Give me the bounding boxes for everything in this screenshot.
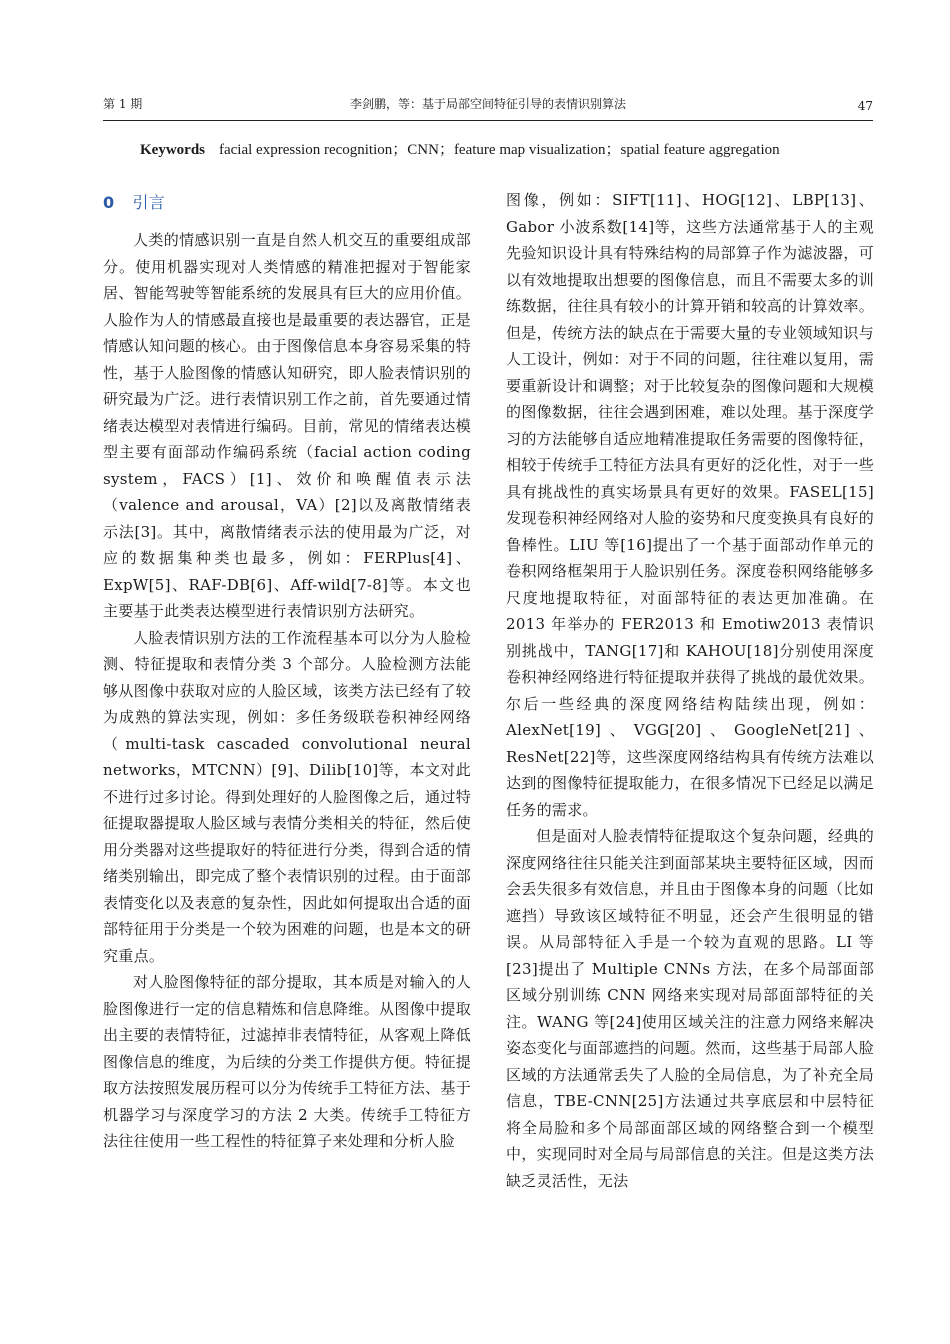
running-header: [103, 92, 873, 121]
paragraph: 对人脸图像特征的部分提取，其本质是对输入的人脸图像进行一定的信息精炼和信息降维。从图像中提取出主要的表情特征，过滤掉非表情特征，从客观上降低图像信息的维度，为后续的分类工作提供方便。特征提取方法按照发展历程可以分为传统手工特征方法、基于机器学习与深度学习的方法 2 大类。传统手工特征方法往往使用一些工程性的特征算子来处理和分析人脸: [103, 973, 471, 1150]
issue-number: 第 1 期: [103, 97, 143, 111]
section-heading: [103, 187, 471, 219]
right-column: [506, 187, 874, 1194]
left-column: [103, 187, 471, 1155]
paragraph: 人类的情感识别一直是自然人机交互的重要组成部分。使用机器实现对人类情感的精准把握对于智能家居、智能驾驶等智能系统的发展具有巨大的应用价值。人脸作为人的情感最直接也是最重要的表达器官，正是情感认知问题的核心。由于图像信息本身容易采集的特性，基于人脸图像的情感认知研究，即人脸表情识别的研究最为广泛。进行表情识别工作之前，首先要通过情绪表达模型对表情进行编码。目前，常见的情绪表达模型主要有面部动作编码系统（facial action coding system，FACS）[1]、效价和唤醒值表示法（valence and arousal，VA）[2]以及离散情绪表示法[3]。其中，离散情绪表示法的使用最为广泛，对应的数据集种类也最多，例如：FERPlus[4]、ExpW[5]、RAF-DB[6]、Aff-wild[7-8]等。本文也主要基于此类表达模型进行表情识别方法研究。: [103, 231, 471, 620]
paragraph: 但是面对人脸表情特征提取这个复杂问题，经典的深度网络往往只能关注到面部某块主要特征区域，因而会丢失很多有效信息，并且由于图像本身的问题（比如遮挡）导致该区域特征不明显，还会产生很明显的错误。从局部特征入手是一个较为直观的思路。LI 等[23]提出了 Multiple CNNs 方法，在多个局部面部区域分别训练 CNN 网络来实现对局部面部特征的关注。WANG 等[24]使用区域关注的注意力网络来解决姿态变化与面部遮挡的问题。然而，这些基于局部人脸区域的方法通常丢失了人脸的全局信息，为了补充全局信息，TBE-CNN[25]方法通过共享底层和中层特征将全局脸和多个局部面部区域的网络整合到一个模型中，实现同时对全局与局部信息的关注。但是这类方法缺乏灵活性，无法: [506, 827, 874, 1190]
paragraph: 人脸表情识别方法的工作流程基本可以分为人脸检测、特征提取和表情分类 3 个部分。人脸检测方法能够从图像中获取对应的人脸区域，该类方法已经有了较为成熟的算法实现，例如：多任务级联卷积神经网络（multi-task cascaded convolutional neural networks，MTCNN）[9]、Dilib[10]等，本文对此不进行过多讨论。得到处理好的人脸图像之后，通过特征提取器提取人脸区域与表情分类相关的特征，然后使用分类器对这些提取好的特征进行分类，得到合适的情绪类别输出，即完成了整个表情识别的过程。由于面部表情变化以及表意的复杂性，因此如何提取出合适的面部特征用于分类是一个较为困难的问题，也是本文的研究重点。: [103, 628, 471, 965]
keywords-label: Keywords: [140, 142, 205, 158]
page-number: 47: [857, 99, 873, 113]
paragraph: 图像，例如：SIFT[11]、HOG[12]、LBP[13]、Gabor 小波系数[14]等，这些方法通常基于人的主观先验知识设计具有特殊结构的局部算子作为滤波器，可以有效地提取出想要的图像信息，而且不需要太多的训练数据，往往具有较小的计算开销和较高的计算效率。但是，传统方法的缺点在于需要大量的专业领域知识与人工设计，例如：对于不同的问题，往往难以复用，需要重新设计和调整；对于比较复杂的图像问题和大规模的图像数据，往往会遇到困难，难以处理。基于深度学习的方法能够自适应地精准提取任务需要的图像特征，相较于传统手工特征方法具有更好的泛化性，对于一些具有挑战性的真实场景具有更好的效果。FASEL[15]发现卷积神经网络对人脸的姿势和尺度变换具有良好的鲁棒性。LIU 等[16]提出了一个基于面部动作单元的卷积网络框架用于人脸识别任务。深度卷积网络能够多尺度地提取特征，对面部特征的表达更加准确。在 2013 年举办的 FER2013 和 Emotiw2013 表情识别挑战中，TANG[17]和 KAHOU[18]分别使用深度卷积神经网络进行特征提取并获得了挑战的最优效果。尔后一些经典的深度网络结构陆续出现，例如：AlexNet[19]、VGG[20]、GoogleNet[21]、ResNet[22]等，这些深度网络结构具有传统方法难以达到的图像特征提取能力，在很多情况下已经足以满足任务的需求。: [506, 191, 874, 819]
keywords-text: facial expression recognition；CNN；feature map visualization；spatial feature aggregation: [219, 142, 780, 158]
keywords-line: [140, 140, 873, 160]
section-title: 引言: [132, 193, 166, 212]
section-number: 0: [103, 193, 115, 212]
running-title: 李剑鹏，等：基于局部空间特征引导的表情识别算法: [349, 97, 626, 111]
